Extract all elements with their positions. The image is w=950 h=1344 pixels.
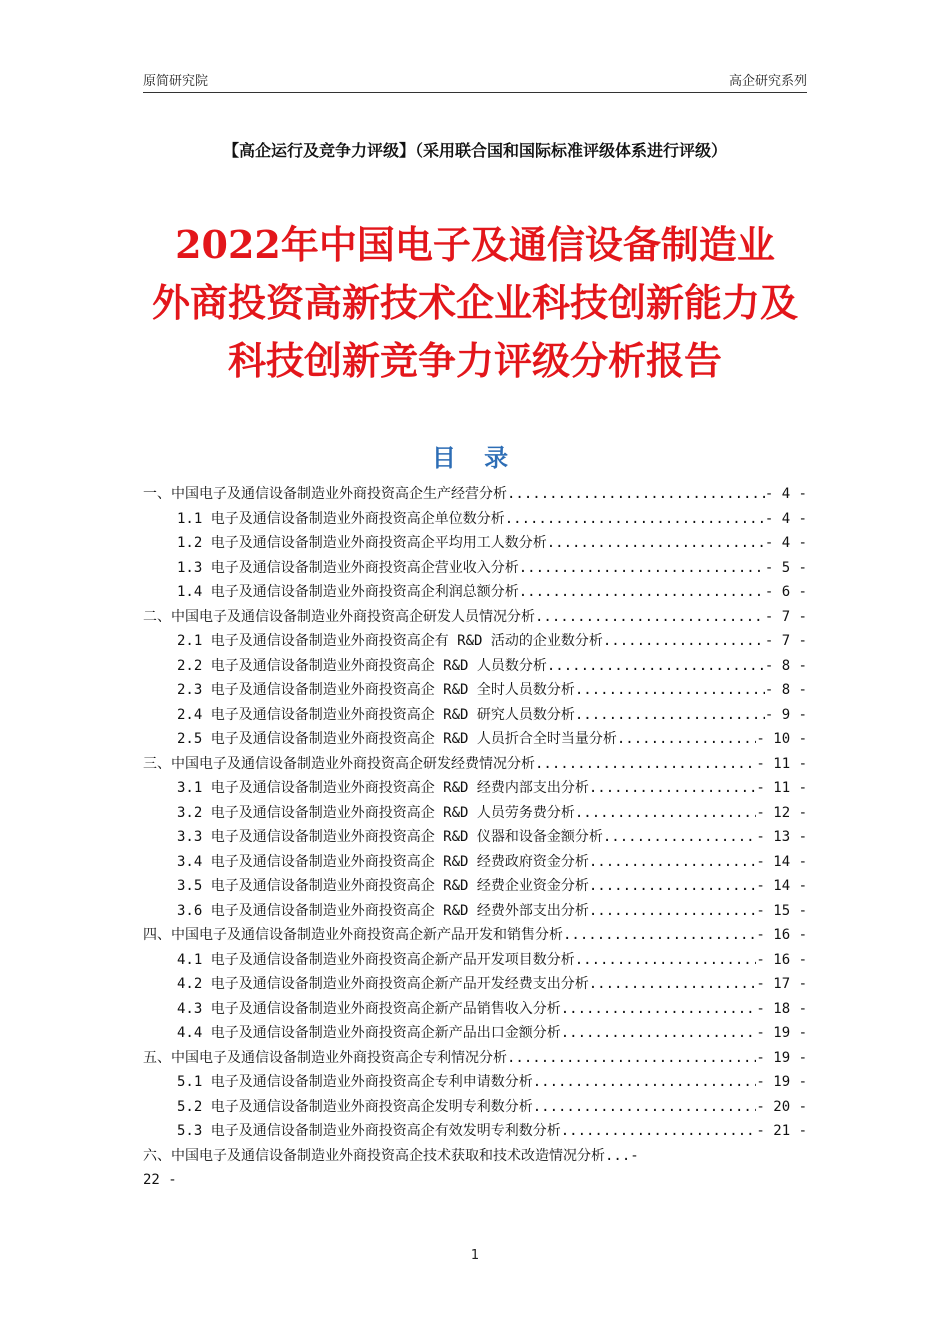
toc-entry-page: - 20 - — [756, 1098, 807, 1115]
toc-entry[interactable] — [143, 531, 807, 556]
toc-entry-title: 5.1 电子及通信设备制造业外商投资高企专利申请数分析 — [177, 1074, 533, 1090]
toc-entry[interactable] — [143, 899, 807, 924]
toc-leader-dots — [575, 678, 765, 703]
toc-entry-title: 3.5 电子及通信设备制造业外商投资高企 R&D 经费企业资金分析 — [177, 878, 589, 894]
toc-leader-dots — [533, 1070, 757, 1095]
toc-leader-dots — [561, 1119, 757, 1144]
toc-entry[interactable] — [143, 1095, 807, 1120]
toc-entry-page: - 4 - — [764, 486, 807, 502]
toc-entry-title: 2.5 电子及通信设备制造业外商投资高企 R&D 人员折合全时当量分析 — [177, 731, 617, 747]
title-line-2: 外商投资高新技术企业科技创新能力及 — [151, 280, 798, 325]
toc-entry[interactable] — [143, 776, 807, 801]
toc-leader-dots — [561, 997, 757, 1022]
page-number: 1 — [470, 1248, 480, 1263]
toc-entry-title: 1.4 电子及通信设备制造业外商投资高企利润总额分析 — [177, 584, 519, 600]
toc-entry-page: - 19 - — [756, 1049, 807, 1066]
table-of-contents — [143, 482, 807, 1193]
toc-entry-title: 1.3 电子及通信设备制造业外商投资高企营业收入分析 — [177, 559, 519, 576]
toc-leader-dots — [563, 923, 756, 948]
toc-entry-title: 一、中国电子及通信设备制造业外商投资高企生产经营分析 — [143, 486, 507, 502]
toc-entry-page: - 7 - — [764, 633, 807, 649]
toc-entry-page: - 14 - — [756, 878, 807, 894]
toc-entry-page: - 21 - — [756, 1123, 807, 1139]
toc-entry-page: - 14 - — [756, 853, 807, 870]
title-line-3: 科技创新竞争力评级分析报告 — [227, 338, 722, 383]
toc-leader-dots — [561, 1021, 757, 1046]
toc-entry-page: - 11 - — [756, 755, 807, 772]
toc-entry-page: - 4 - — [764, 510, 807, 527]
toc-entry-wrapped[interactable] — [143, 1144, 807, 1193]
toc-entry[interactable] — [143, 972, 807, 997]
toc-entry[interactable] — [143, 1119, 807, 1144]
toc-entry-title: 3.3 电子及通信设备制造业外商投资高企 R&D 仪器和设备金额分析 — [177, 829, 603, 845]
toc-entry[interactable] — [143, 727, 807, 752]
toc-entry-page: - 18 - — [756, 1000, 807, 1017]
toc-entry[interactable] — [143, 801, 807, 826]
toc-leader-dots — [507, 1046, 756, 1071]
toc-leader-dots — [505, 507, 765, 532]
toc-entry[interactable] — [143, 605, 807, 630]
toc-entry-page: - 11 - — [756, 780, 807, 796]
toc-leader-dots — [575, 948, 757, 973]
toc-entry[interactable] — [143, 580, 807, 605]
toc-entry-title: 5.3 电子及通信设备制造业外商投资高企有效发明专利数分析 — [177, 1123, 561, 1139]
toc-entry-page: - 9 - — [764, 706, 807, 723]
toc-leader-dots — [535, 752, 756, 777]
toc-entry-page: - 4 - — [764, 535, 807, 551]
toc-entry[interactable] — [143, 874, 807, 899]
toc-entry-title: 2.2 电子及通信设备制造业外商投资高企 R&D 人员数分析 — [177, 657, 547, 674]
toc-entry-title: 六、中国电子及通信设备制造业外商投资高企技术获取和技术改造情况分析...- — [143, 1147, 639, 1164]
toc-entry-page: - 19 - — [756, 1074, 807, 1090]
toc-entry[interactable] — [143, 1046, 807, 1071]
toc-entry[interactable] — [143, 507, 807, 532]
toc-entry[interactable] — [143, 1070, 807, 1095]
report-title — [100, 216, 850, 390]
toc-entry[interactable] — [143, 752, 807, 777]
toc-leader-dots — [547, 654, 765, 679]
toc-entry[interactable] — [143, 850, 807, 875]
toc-entry[interactable] — [143, 997, 807, 1022]
toc-entry-page: - 7 - — [764, 608, 807, 625]
toc-entry[interactable] — [143, 556, 807, 581]
toc-leader-dots — [535, 605, 765, 630]
toc-entry-title: 3.6 电子及通信设备制造业外商投资高企 R&D 经费外部支出分析 — [177, 902, 589, 919]
toc-leader-dots — [547, 531, 765, 556]
toc-entry[interactable] — [143, 703, 807, 728]
header-publisher: 原简研究院 — [143, 74, 209, 89]
toc-entry-page: - 8 - — [764, 657, 807, 674]
toc-entry-title: 1.1 电子及通信设备制造业外商投资高企单位数分析 — [177, 510, 505, 527]
toc-leader-dots — [589, 776, 757, 801]
toc-leader-dots — [575, 801, 757, 826]
toc-entry[interactable] — [143, 923, 807, 948]
toc-entry-title: 3.4 电子及通信设备制造业外商投资高企 R&D 经费政府资金分析 — [177, 853, 589, 870]
toc-entry-title: 二、中国电子及通信设备制造业外商投资高企研发人员情况分析 — [143, 608, 535, 625]
toc-entry-page: - 16 - — [756, 951, 807, 968]
toc-leader-dots — [575, 703, 765, 728]
toc-entry-title: 2.4 电子及通信设备制造业外商投资高企 R&D 研究人员数分析 — [177, 706, 575, 723]
toc-leader-dots — [617, 727, 757, 752]
toc-entry-page: - 5 - — [764, 559, 807, 576]
toc-entry-page: - 12 - — [756, 804, 807, 821]
toc-entry-page: - 8 - — [764, 682, 807, 698]
header-rule — [143, 92, 807, 93]
toc-leader-dots — [507, 482, 765, 507]
toc-entry[interactable] — [143, 654, 807, 679]
toc-leader-dots — [589, 850, 757, 875]
toc-entry-title: 四、中国电子及通信设备制造业外商投资高企新产品开发和销售分析 — [143, 927, 563, 943]
title-line-1: 2022年中国电子及通信设备制造业 — [175, 222, 775, 267]
toc-entry-title: 3.2 电子及通信设备制造业外商投资高企 R&D 人员劳务费分析 — [177, 804, 575, 821]
header-series: 高企研究系列 — [728, 74, 807, 89]
toc-entry-page: - 15 - — [756, 902, 807, 919]
toc-entry-title: 4.2 电子及通信设备制造业外商投资高企新产品开发经费支出分析 — [177, 976, 589, 992]
toc-entry-title: 三、中国电子及通信设备制造业外商投资高企研发经费情况分析 — [143, 755, 535, 772]
toc-entry-page: - 17 - — [756, 976, 807, 992]
toc-entry-page: - 6 - — [764, 584, 807, 600]
toc-entry[interactable] — [143, 678, 807, 703]
toc-entry[interactable] — [143, 948, 807, 973]
toc-leader-dots — [519, 580, 765, 605]
toc-entry-page: - 13 - — [756, 829, 807, 845]
toc-entry[interactable] — [143, 1021, 807, 1046]
toc-leader-dots — [603, 629, 765, 654]
toc-entry-title: 2.1 电子及通信设备制造业外商投资高企有 R&D 活动的企业数分析 — [177, 633, 603, 649]
toc-leader-dots — [533, 1095, 757, 1120]
toc-entry-title: 2.3 电子及通信设备制造业外商投资高企 R&D 全时人员数分析 — [177, 682, 575, 698]
toc-entry-page: - 10 - — [756, 731, 807, 747]
rating-line: 【高企运行及竞争力评级】（采用联合国和国际标准评级体系进行评级） — [222, 141, 727, 160]
toc-leader-dots — [603, 825, 757, 850]
toc-leader-dots — [589, 899, 757, 924]
toc-leader-dots — [589, 874, 757, 899]
toc-entry-title: 1.2 电子及通信设备制造业外商投资高企平均用工人数分析 — [177, 535, 547, 551]
toc-entry[interactable] — [143, 482, 807, 507]
toc-entry-title: 4.1 电子及通信设备制造业外商投资高企新产品开发项目数分析 — [177, 951, 575, 968]
toc-leader-dots — [589, 972, 757, 997]
toc-entry-title: 5.2 电子及通信设备制造业外商投资高企发明专利数分析 — [177, 1098, 533, 1115]
toc-entry[interactable] — [143, 629, 807, 654]
toc-heading: 目 录 — [431, 444, 519, 472]
toc-entry-title: 3.1 电子及通信设备制造业外商投资高企 R&D 经费内部支出分析 — [177, 780, 589, 796]
toc-entry-page: 22 - — [143, 1172, 177, 1188]
toc-entry-title: 4.3 电子及通信设备制造业外商投资高企新产品销售收入分析 — [177, 1000, 561, 1017]
toc-entry-page: - 16 - — [756, 927, 807, 943]
toc-entry-page: - 19 - — [756, 1025, 807, 1041]
toc-entry-title: 五、中国电子及通信设备制造业外商投资高企专利情况分析 — [143, 1049, 507, 1066]
toc-entry[interactable] — [143, 825, 807, 850]
toc-entry-title: 4.4 电子及通信设备制造业外商投资高企新产品出口金额分析 — [177, 1025, 561, 1041]
toc-leader-dots — [519, 556, 765, 581]
